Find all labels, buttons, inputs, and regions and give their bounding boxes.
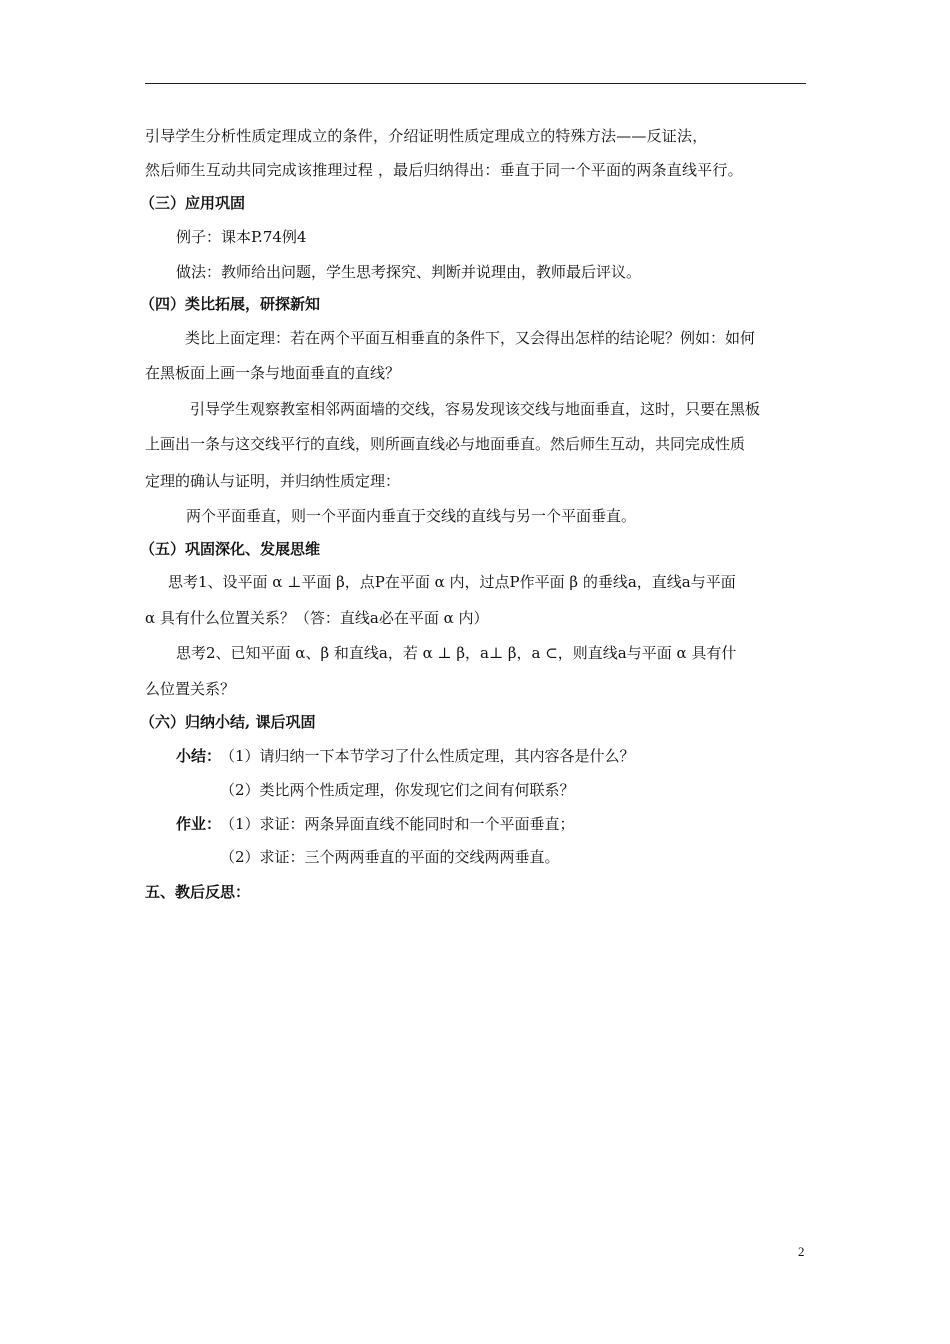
para-line: 思考1、设平面 α ⊥平面 β，点P在平面 α 内，过点P作平面 β 的垂线a，直线a与平面 (168, 573, 736, 591)
header-rule (145, 83, 806, 84)
homework-item: （1）求证：两条异面直线不能同时和一个平面垂直； (220, 815, 575, 833)
para-line: 么位置关系？ (145, 680, 236, 698)
homework-item: （2）求证：三个两两垂直的平面的交线两两垂直。 (220, 848, 560, 866)
section-heading: （六）归纳小结, 课后巩固 (140, 713, 316, 731)
para-line: 做法：教师给出问题，学生思考探究、判断并说理由，教师最后评议。 (176, 263, 642, 281)
para-line: 引导学生分析性质定理成立的条件，介绍证明性质定理成立的特殊方法——反证法， (145, 127, 708, 145)
theorem-line: 两个平面垂直，则一个平面内垂直于交线的直线与另一个平面垂直。 (186, 507, 637, 525)
para-line: α 具有什么位置关系？（答：直线a必在平面 α 内） (145, 609, 489, 627)
section-heading: （三）应用巩固 (140, 194, 246, 212)
section-heading: （四）类比拓展，研探新知 (140, 295, 321, 313)
para-line: 类比上面定理：若在两个平面互相垂直的条件下，又会得出怎样的结论呢？例如：如何 (185, 329, 756, 347)
section-heading: 五、教后反思： (145, 883, 251, 901)
para-line: 然后师生互动共同完成该推理过程 ，最后归纳得出：垂直于同一个平面的两条直线平行。 (145, 161, 743, 179)
section-heading: （五）巩固深化、发展思维 (140, 540, 321, 558)
para-line: 引导学生观察教室相邻两面墙的交线，容易发现该交线与地面垂直，这时，只要在黑板 (190, 400, 761, 418)
para-line: 例子：课本P.74例4 (176, 228, 307, 246)
summary-item: （1）请归纳一下本节学习了什么性质定理，其内容各是什么？ (220, 747, 635, 765)
para-line: 定理的确认与证明，并归纳性质定理： (145, 472, 401, 490)
para-line: 上画出一条与这交线平行的直线，则所画直线必与地面垂直。然后师生互动，共同完成性质 (145, 435, 746, 453)
para-line: 在黑板面上画一条与地面垂直的直线？ (145, 364, 401, 382)
homework-label: 作业： (176, 815, 222, 833)
summary-label: 小结： (176, 747, 222, 765)
page-number: 2 (798, 1244, 805, 1259)
para-line: 思考2、已知平面 α、β 和直线a，若 α ⊥ β，a⊥ β，a ⊂，则直线a与平面 α 具有什 (176, 644, 737, 662)
summary-item: （2）类比两个性质定理，你发现它们之间有何联系？ (220, 781, 575, 799)
